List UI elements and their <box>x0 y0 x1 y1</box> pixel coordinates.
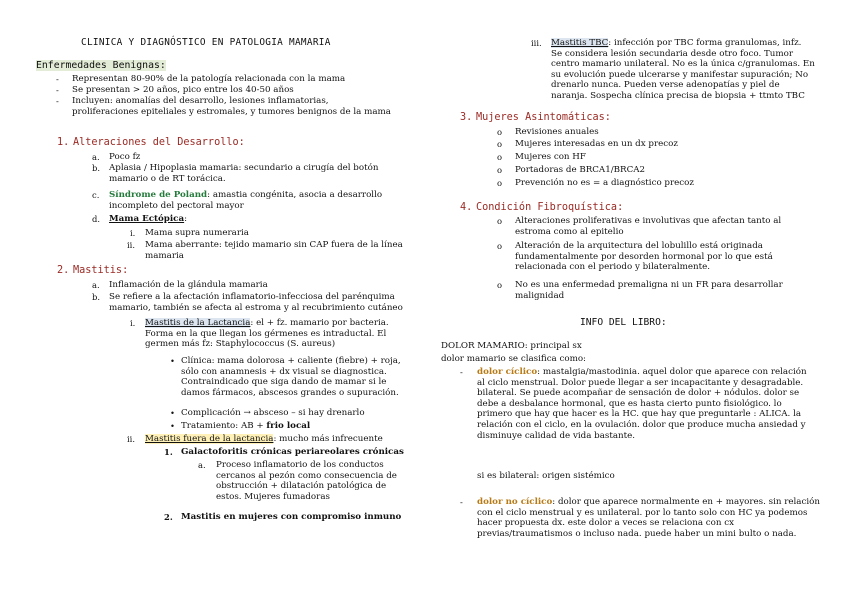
s2-lactancia: Mastitis de la Lactancia: el + fz. mamario por bacteria. Forma en la que llegan los gérmenes es intraductal. El germen más fz: Staphylococcus (S. aureus) <box>145 318 389 350</box>
section-3-number: 3. <box>460 112 473 123</box>
section-3-heading: Mujeres Asintomáticas: <box>476 112 611 123</box>
s3-item-3: Mujeres con HF <box>515 152 586 162</box>
dash-marker: - <box>56 96 59 106</box>
s3-item-1: Revisiones anuales <box>515 127 599 137</box>
section-2-number: 2. <box>57 265 70 276</box>
dash-marker: - <box>56 85 59 95</box>
s3-item-2: Mujeres interesadas en un dx precoz <box>515 139 678 149</box>
section-4-number: 4. <box>460 202 473 213</box>
benign-bullet-1: Representan 80-90% de la patología relacionada con la mama <box>72 74 346 84</box>
book-dolor-no-ciclico: dolor no cíclico: dolor que aparece normalmente en + mayores. sin relación con el ciclo menstrual y es unilateral. por lo tanto solo con HC ya podemos hacer propuesta dx. este dolor a veces se relaciona con cx previas/traumatismos o incluso nada. puede haber un mini bulto o nada. <box>477 497 820 539</box>
s2-clinica-bullet: Clínica: mama dolorosa + caliente (fiebre) + roja, sólo con anamnesis + dx visual se diagnostica. Contraindicado que siga dando de mamar si le damos fármacos, abscesos grandes o supuración. <box>181 356 401 398</box>
s2-tratamiento-bullet: Tratamiento: AB + frio local <box>181 421 311 431</box>
section-1-heading: Alteraciones del Desarrollo: <box>73 137 245 148</box>
s4-item-2: Alteración de la arquitectura del lobulillo está originada fundamentalmente por desorden hormonal por lo que está relacionada con el periodo y bilateralmente. <box>515 241 773 273</box>
section-2-heading: Mastitis: <box>73 265 129 276</box>
section-1-number: 1. <box>57 137 70 148</box>
mastitis-tbc: Mastitis TBC: infección por TBC forma granulomas, infz. Se considera lesión secundaria desde otro foco. Tumor centro mamario unilateral. No es la única c/granulomas. En su evolución puede ulcerarse y manifestar supuración; No drenarlo nunca. Pueden verse adenopatías y piel de naranja. Sospecha clínica precisa de biopsia + ttmto TBC <box>551 38 815 101</box>
benign-bullet-2: Se presentan > 20 años, pico entre los 40-50 años <box>72 85 294 95</box>
s4-item-3: No es una enfermedad premaligna ni un FR para desarrollar malignidad <box>515 280 783 301</box>
s1-item-d-ii: Mama aberrante: tejido mamario sin CAP fuera de la línea mamaria <box>145 240 403 261</box>
s1-item-d: Mama Ectópica: <box>109 214 188 224</box>
page-title: CLINICA Y DIAGNÓSTICO EN PATOLOGIA MAMARIA <box>81 37 331 48</box>
s2-item-a: Inflamación de la glándula mamaria <box>109 280 268 290</box>
book-bilateral-note: si es bilateral: origen sistémico <box>477 471 615 481</box>
section-4-heading: Condición Fibroquística: <box>476 202 624 213</box>
s2-complicacion-bullet: Complicación → absceso – si hay drenarlo <box>181 408 365 418</box>
book-dolor-ciclico: dolor cíclico: mastalgia/mastodinia. aquel dolor que aparece con relación al ciclo menstrual. Dolor puede llegar a ser incapacitante y desagradable. bilateral. Se puede acompañar de sensación de dolor + nódulos. dolor se debe a desbalance hormonal, que es hasta cierto punto fisiológico. lo primero que hay que hacer es la HC. que hay que preguntarle : ALICA. la relación con el ciclo, en la ovulación. dolor que produce mucha ansiedad y disminuye calidad de vida bastante. <box>477 367 807 441</box>
dash-marker: - <box>56 74 59 84</box>
book-line-1: DOLOR MAMARIO: principal sx <box>441 341 582 351</box>
s1-item-a: Poco fz <box>109 152 141 162</box>
s4-item-1: Alteraciones proliferativas e involutivas que afectan tanto al estroma como al epitelio <box>515 216 782 237</box>
book-heading: INFO DEL LIBRO: <box>580 317 667 328</box>
s2-fuera-lactancia: Mastitis fuera de la lactancia: mucho más infrecuente <box>145 434 383 444</box>
s2-item-b: Se refiere a la afectación inflamatorio-infecciosa del parénquima mamario, también se afecta al estroma y al recubrimiento cutáneo <box>109 292 403 313</box>
s2-inmuno: Mastitis en mujeres con compromiso inmuno <box>181 512 402 522</box>
iii-number: iii. <box>531 38 542 48</box>
benign-bullet-3: Incluyen: anomalías del desarrollo, lesiones inflamatorias, proliferaciones epiteliales y estromales, y tumores benignos de la mama <box>72 96 391 117</box>
s1-item-c: Síndrome de Poland: amastia congénita, asocia a desarrollo incompleto del pectoral mayor <box>109 190 383 211</box>
book-line-2: dolor mamario se clasifica como: <box>441 354 586 364</box>
s2-galactoforitis: Galactoforitis crónicas periareolares crónicas <box>181 447 404 457</box>
s2-galactoforitis-a: Proceso inflamatorio de los conductos cercanos al pezón como consecuencia de obstrucción + dilatación patológica de estos. Mujeres fumadoras <box>216 460 397 502</box>
s1-item-d-i: Mama supra numeraria <box>145 228 249 238</box>
benign-heading: Enfermedades Benignas: <box>36 60 166 71</box>
s1-item-b: Aplasia / Hipoplasia mamaria: secundario a cirugía del botón mamario o de RT torácica. <box>109 163 379 184</box>
dash-marker: - <box>460 497 463 507</box>
s3-item-4: Portadoras de BRCA1/BRCA2 <box>515 165 646 175</box>
s3-item-5: Prevención no es = a diagnóstico precoz <box>515 178 694 188</box>
dash-marker: - <box>460 367 463 377</box>
